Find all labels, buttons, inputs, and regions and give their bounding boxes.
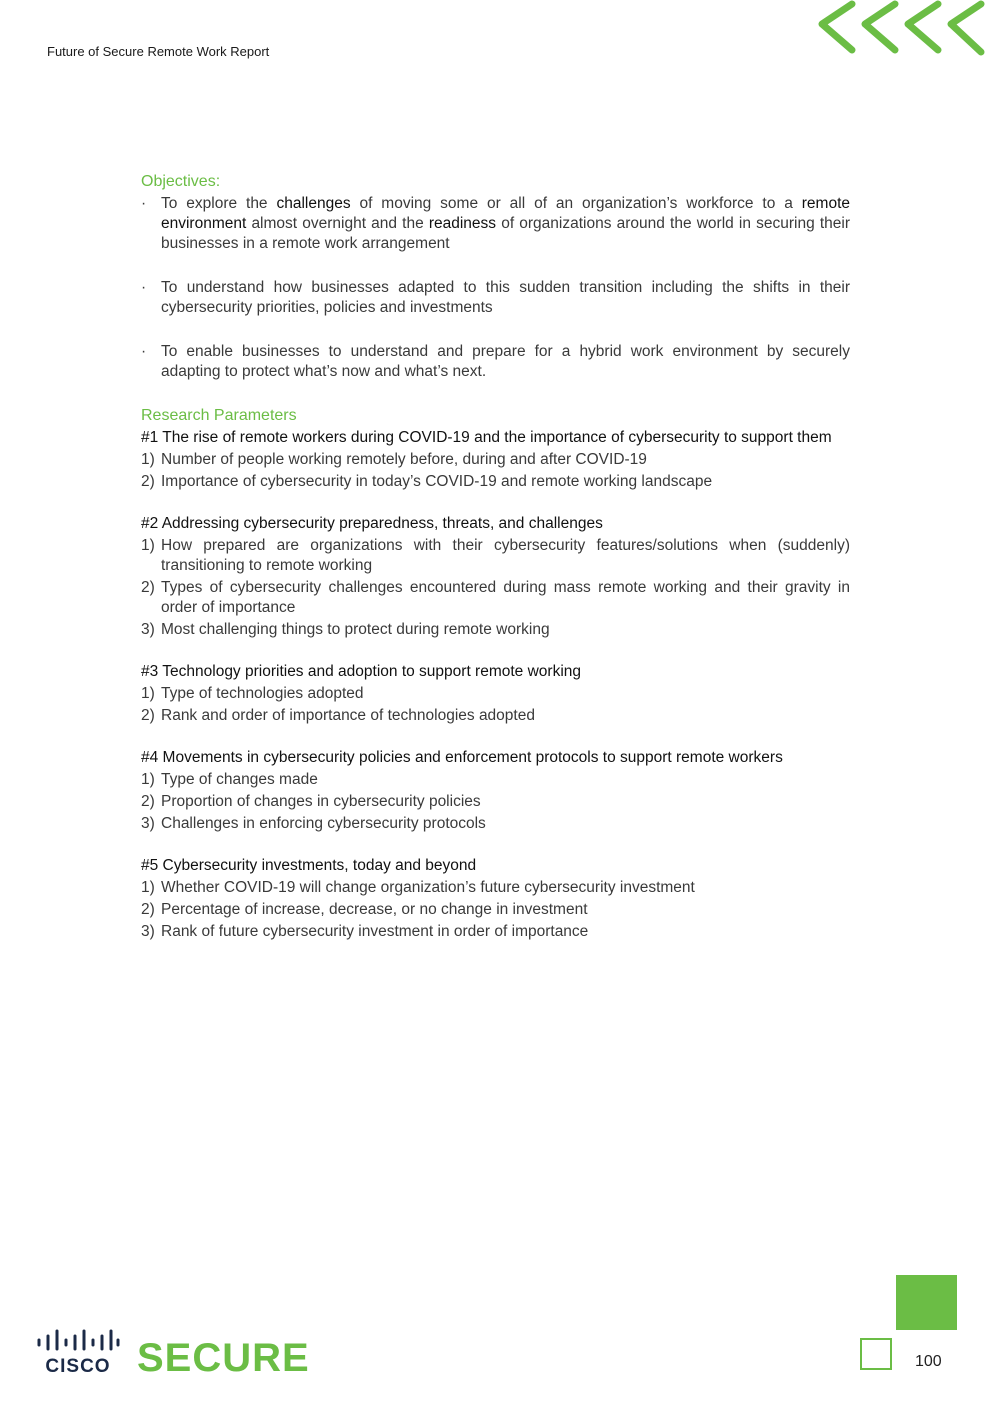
- bullet-dot: ·: [141, 195, 147, 212]
- research-topic-title: #2 Addressing cybersecurity preparedness, threats, and challenges: [141, 515, 603, 532]
- objective-emphasis: challenges: [276, 195, 351, 212]
- item-text: Type of changes made: [161, 771, 318, 788]
- research-topic: [141, 514, 850, 640]
- item-number: 1): [141, 451, 155, 468]
- objective-text: almost overnight and the: [246, 215, 429, 232]
- research-topic-title: #1 The rise of remote workers during COVID-19 and the importance of cybersecurity to support them: [141, 429, 832, 446]
- main-content: [141, 172, 850, 964]
- objective-emphasis: remote environment: [161, 195, 850, 232]
- objective-text: of moving some or all of an organization’s workforce to a: [350, 195, 802, 212]
- research-topic-title: #5 Cybersecurity investments, today and beyond: [141, 857, 477, 874]
- research-topic-item: [141, 814, 850, 834]
- item-number: 3): [141, 815, 155, 832]
- objective-text: To understand how businesses adapted to this sudden transition including the shifts in their cybersecurity priorities, policies and investments: [161, 279, 850, 316]
- item-text: Rank and order of importance of technologies adopted: [161, 707, 535, 724]
- item-number: 1): [141, 879, 155, 896]
- research-topic: [141, 856, 850, 942]
- objective-bullet: [141, 278, 850, 318]
- item-text: Rank of future cybersecurity investment in order of importance: [161, 923, 589, 940]
- objective-bullet: [141, 194, 850, 254]
- item-number: 1): [141, 771, 155, 788]
- objectives-list: [141, 194, 850, 382]
- research-topic-item: [141, 536, 850, 576]
- objectives-heading: Objectives:: [141, 173, 221, 190]
- item-text: How prepared are organizations with their cybersecurity features/solutions when (suddenly) transitioning to remote working: [161, 537, 850, 574]
- research-topic-item: [141, 900, 850, 920]
- item-number: 1): [141, 537, 155, 554]
- item-text: Whether COVID-19 will change organization’s future cybersecurity investment: [161, 879, 695, 896]
- research-topic-item: [141, 878, 850, 898]
- bullet-dot: ·: [141, 279, 147, 296]
- research-topic-item: [141, 792, 850, 812]
- research-topic-item: [141, 922, 850, 942]
- research-topic: [141, 748, 850, 834]
- research-parameters-heading: Research Parameters: [141, 407, 297, 424]
- cisco-logo: [36, 1328, 120, 1376]
- research-topic-item: [141, 450, 850, 470]
- research-topic-item: [141, 472, 850, 492]
- research-topic-item: [141, 770, 850, 790]
- item-text: Number of people working remotely before, during and after COVID-19: [161, 451, 647, 468]
- item-text: Importance of cybersecurity in today’s COVID-19 and remote working landscape: [161, 473, 713, 490]
- item-text: Most challenging things to protect during remote working: [161, 621, 550, 638]
- item-text: Type of technologies adopted: [161, 685, 364, 702]
- item-text: Percentage of increase, decrease, or no change in investment: [161, 901, 588, 918]
- item-number: 2): [141, 579, 155, 596]
- item-number: 3): [141, 621, 155, 638]
- research-topic-item: [141, 706, 850, 726]
- item-number: 2): [141, 473, 155, 490]
- research-topic-item: [141, 684, 850, 704]
- objective-text: of organizations around the world in securing their businesses in a remote work arrangement: [161, 215, 850, 252]
- chevron-left-icon: [807, 0, 992, 62]
- item-number: 2): [141, 793, 155, 810]
- objective-text: To explore the: [161, 195, 277, 212]
- bullet-dot: ·: [141, 343, 147, 360]
- research-topic-title: #4 Movements in cybersecurity policies and enforcement protocols to support remote workers: [141, 749, 783, 766]
- item-number: 2): [141, 707, 155, 724]
- item-number: 1): [141, 685, 155, 702]
- item-text: Proportion of changes in cybersecurity policies: [161, 793, 481, 810]
- objective-emphasis: readiness: [428, 215, 497, 232]
- objective-bullet: [141, 342, 850, 382]
- item-text: Challenges in enforcing cybersecurity protocols: [161, 815, 486, 832]
- green-block: [896, 1275, 957, 1330]
- item-number: 2): [141, 901, 155, 918]
- item-number: 3): [141, 923, 155, 940]
- secure-logo-text: SECURE: [137, 1336, 310, 1380]
- research-topics: [141, 428, 850, 942]
- page-number: 100: [915, 1353, 942, 1370]
- research-topic: [141, 428, 850, 492]
- research-topic-title: #3 Technology priorities and adoption to support remote working: [141, 663, 582, 680]
- research-topic-item: [141, 620, 850, 640]
- objective-text: To enable businesses to understand and prepare for a hybrid work environment by securely adapting to protect what’s now and what’s next.: [161, 343, 850, 380]
- item-text: Types of cybersecurity challenges encountered during mass remote working and their gravity in order of importance: [161, 579, 850, 616]
- cisco-logo-text: CISCO: [45, 1356, 111, 1376]
- research-topic-item: [141, 578, 850, 618]
- report-title: Future of Secure Remote Work Report: [47, 44, 270, 59]
- research-topic: [141, 662, 850, 726]
- outline-box: [860, 1338, 892, 1370]
